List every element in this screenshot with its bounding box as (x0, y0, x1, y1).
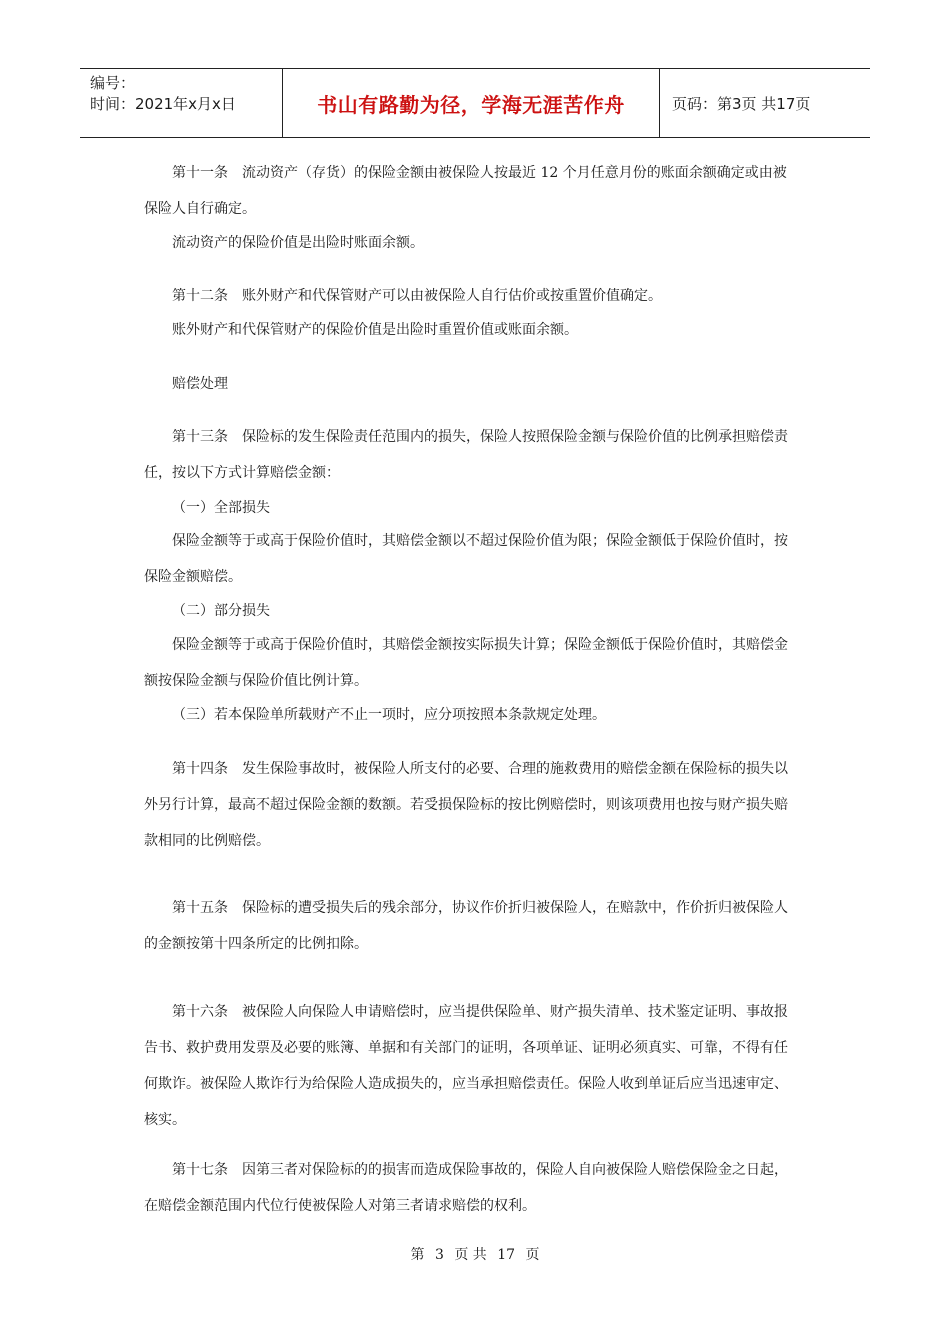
article-16 (144, 994, 808, 1138)
text-line: （三）若本保险单所载财产不止一项时，应分项按照本条款规定处理。 (172, 707, 606, 723)
text-line: 赔偿处理 (172, 376, 228, 392)
text-line: 第十二条 账外财产和代保管财产可以由被保险人自行估价或按重置价值确定。 (172, 288, 662, 304)
page-footer (0, 1244, 950, 1264)
text-line: 款相同的比例赔偿。 (144, 833, 270, 849)
document-date: 时间：2021年x月x日 (90, 95, 236, 113)
text-line: 第十一条 流动资产（存货）的保险金额由被保险人按最近 12 个月任意月份的账面余额确定或由被 (172, 165, 787, 181)
paragraph (144, 523, 808, 595)
header-slogan: 书山有路勤为径，学海无涯苦作舟 (282, 69, 660, 137)
article-11 (144, 155, 808, 227)
paragraph (144, 312, 808, 348)
subsection-heading (144, 697, 808, 733)
article-15 (144, 890, 808, 962)
page-number: 3 (434, 1247, 444, 1263)
paragraph (144, 225, 808, 261)
article-13 (144, 419, 808, 491)
text-line: （二）部分损失 (172, 603, 270, 619)
text-line: 在赔偿金额范围内代位行使被保险人对第三者请求赔偿的权利。 (144, 1198, 536, 1214)
header-meta (80, 69, 282, 137)
text-line: 外另行计算，最高不超过保险金额的数额。若受损保险标的按比例赔偿时，则该项费用也按与财产损失赔 (144, 797, 788, 813)
text-line: 保险金额等于或高于保险价值时，其赔偿金额按实际损失计算；保险金额低于保险价值时，其赔偿金 (172, 637, 788, 653)
page-number-prefix: 第 (410, 1247, 425, 1263)
article-17 (144, 1152, 808, 1224)
text-line: 额按保险金额与保险价值比例计算。 (144, 673, 368, 689)
document-number-label: 编号： (90, 74, 136, 92)
text-line: 第十七条 因第三者对保险标的的损害而造成保险事故的，保险人自向被保险人赔偿保险金之日起， (172, 1162, 788, 1178)
text-line: （一）全部损失 (172, 500, 270, 516)
header-page-info: 页码：第3页 共17页 (672, 94, 811, 113)
text-line: 第十四条 发生保险事故时，被保险人所支付的必要、合理的施救费用的赔偿金额在保险标的损失以 (172, 761, 788, 777)
page-number-mid: 页 共 (454, 1247, 487, 1263)
text-line: 何欺诈。被保险人欺诈行为给保险人造成损失的，应当承担赔偿责任。保险人收到单证后应当迅速审定、 (144, 1076, 788, 1092)
text-line: 任，按以下方式计算赔偿金额： (144, 465, 340, 481)
text-line: 账外财产和代保管财产的保险价值是出险时重置价值或账面余额。 (172, 322, 578, 338)
text-line: 核实。 (144, 1112, 186, 1128)
article-14 (144, 751, 808, 859)
page-header (80, 68, 870, 138)
page-number-suffix: 页 (525, 1247, 540, 1263)
text-line: 保险人自行确定。 (144, 201, 256, 217)
text-line: 保险金额赔偿。 (144, 569, 242, 585)
text-line: 第十三条 保险标的发生保险责任范围内的损失，保险人按照保险金额与保险价值的比例承担赔偿责 (172, 429, 788, 445)
text-line: 保险金额等于或高于保险价值时，其赔偿金额以不超过保险价值为限；保险金额低于保险价值时，按 (172, 533, 788, 549)
subsection-heading (144, 490, 808, 526)
text-line: 第十六条 被保险人向保险人申请赔偿时，应当提供保险单、财产损失清单、技术鉴定证明、事故报 (172, 1004, 788, 1020)
article-12 (144, 278, 808, 314)
paragraph (144, 627, 808, 699)
page-total: 17 (497, 1247, 516, 1263)
text-line: 流动资产的保险价值是出险时账面余额。 (172, 235, 424, 251)
text-line: 第十五条 保险标的遭受损失后的残余部分，协议作价折归被保险人，在赔款中，作价折归被保险人 (172, 900, 788, 916)
text-line: 告书、救护费用发票及必要的账簿、单据和有关部门的证明，各项单证、证明必须真实、可靠，不得有任 (144, 1040, 788, 1056)
section-heading (144, 366, 808, 402)
text-line: 的金额按第十四条所定的比例扣除。 (144, 936, 368, 952)
subsection-heading (144, 593, 808, 629)
